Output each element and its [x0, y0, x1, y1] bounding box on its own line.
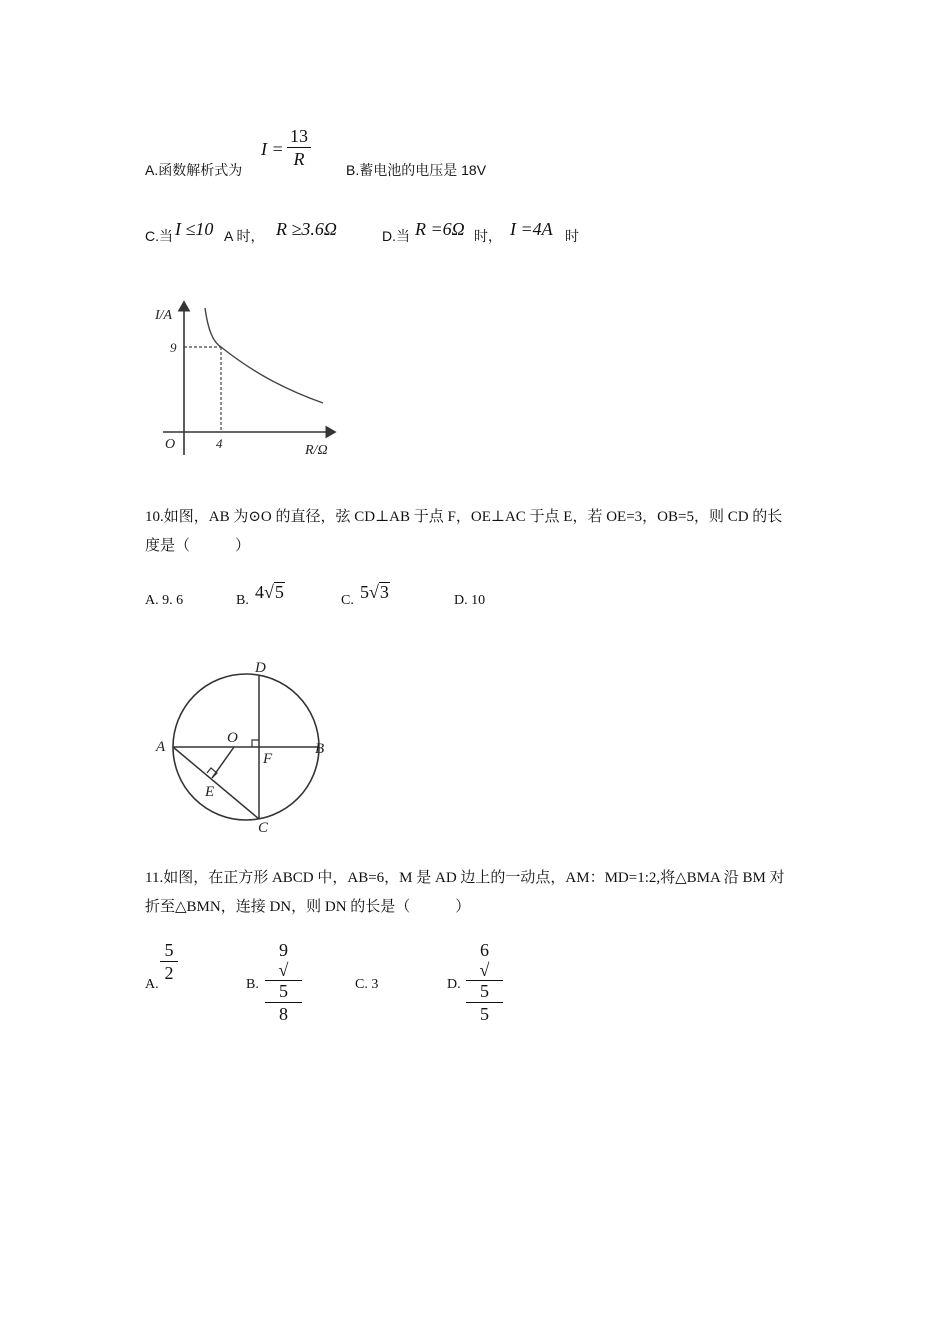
- q10-option-c-value: 5√3: [360, 582, 389, 602]
- y-tick-label: 9: [170, 340, 177, 355]
- label-o: O: [227, 730, 238, 746]
- q9-option-d-label: D.当: [382, 228, 410, 244]
- q9-option-a-label: A.函数解析式为: [145, 162, 243, 178]
- q9-option-a-fraction: [287, 126, 311, 169]
- q10-circle-figure: [145, 650, 345, 840]
- q9-option-d-condition2: I =4A: [510, 219, 553, 239]
- q11-option-a-fraction: 5 2: [160, 940, 178, 983]
- q10-option-b-label: B.: [236, 593, 249, 608]
- q9-option-d-mid: 时，: [474, 228, 502, 244]
- q11-option-d-fraction: 6 √ 5 5: [466, 940, 503, 1024]
- q9-option-c-mid: A 时，: [224, 228, 265, 244]
- right-angle-mark-f: [252, 740, 259, 747]
- q10-option-d: D. 10: [454, 593, 486, 608]
- hyperbola-curve: [205, 308, 323, 403]
- q9-fraction-numerator: 13: [290, 126, 308, 146]
- label-a: A: [156, 739, 166, 755]
- q11-stem-line1: 11.如图，在正方形 ABCD 中，AB=6，M 是 AD 边上的一动点，AM：MD=1:2,将△BMA 沿 BM 对: [145, 870, 785, 886]
- q10-stem-line2: 度是（ ）: [145, 538, 251, 554]
- label-c: C: [258, 820, 269, 836]
- q9-option-d-end: 时: [565, 228, 579, 244]
- y-axis-label: I/A: [155, 308, 173, 323]
- q9-fraction-denominator: R: [293, 149, 305, 169]
- q9-option-a-lhs: I =: [261, 139, 284, 159]
- q9-option-c-condition1: I ≤10: [175, 219, 214, 239]
- segment-oe: [212, 747, 234, 778]
- q9-option-b: B.蓄电池的电压是 18V: [346, 162, 487, 178]
- q9-option-c-label: C.当: [145, 228, 173, 244]
- q10-stem-line1: 10.如图，AB 为⊙O 的直径，弦 CD⊥AB 于点 F，OE⊥AC 于点 E，若 OE=3，OB=5，则 CD 的长: [145, 509, 783, 525]
- q11-option-d-label: D.: [447, 977, 461, 992]
- q9-option-c-condition2: R ≥3.6Ω: [276, 219, 337, 239]
- q10-option-b-value: 4√5: [255, 582, 284, 602]
- label-d: D: [255, 660, 266, 676]
- q11-option-c: C. 3: [355, 977, 379, 992]
- q10-option-c-label: C.: [341, 593, 354, 608]
- x-tick-label: 4: [216, 436, 223, 451]
- q11-stem-line2: 折至△BMN，连接 DN，则 DN 的长是（ ）: [145, 899, 471, 915]
- origin-label: O: [165, 437, 176, 452]
- chord-ac: [173, 747, 259, 819]
- q9-inverse-graph: [145, 290, 355, 465]
- label-b: B: [315, 741, 325, 757]
- q11-option-a-label: A.: [145, 977, 159, 992]
- q10-option-a: A. 9. 6: [145, 593, 184, 608]
- q11-option-b-fraction: 9 √ 5 8: [265, 940, 302, 1024]
- label-e: E: [205, 784, 215, 800]
- x-axis-label: R/Ω: [305, 443, 328, 458]
- label-f: F: [263, 751, 273, 767]
- q9-option-d-condition1: R =6Ω: [415, 219, 465, 239]
- q11-option-b-label: B.: [246, 977, 259, 992]
